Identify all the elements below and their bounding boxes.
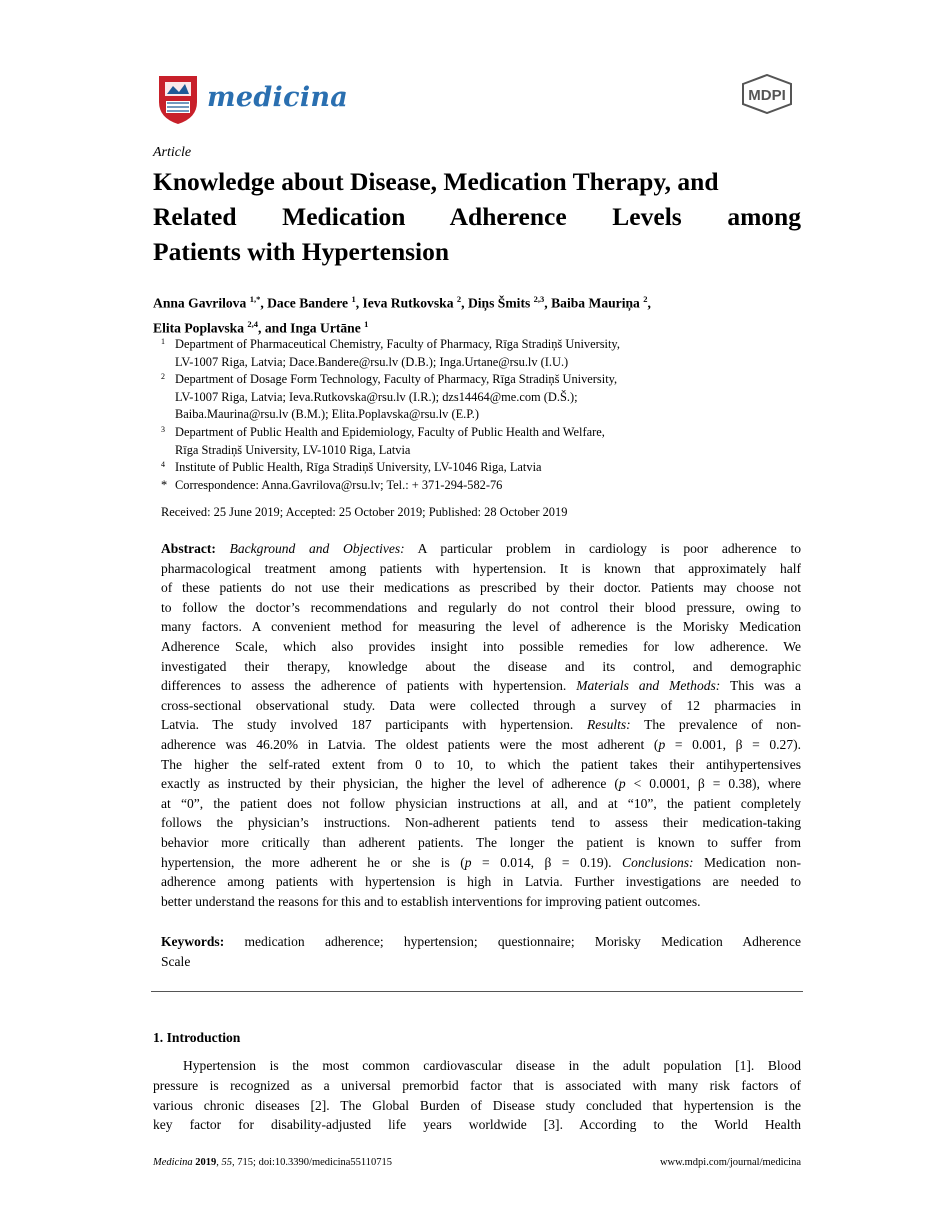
- abstract-text: = 0.014, β = 0.19).: [471, 854, 623, 870]
- abstract-line: [161, 539, 801, 559]
- affiliation-line: Correspondence: Anna.Gavrilova@rsu.lv; Tel.: + 371-294-582-76: [175, 477, 503, 492]
- abstract-line: [161, 578, 801, 598]
- abstract-subheading: p: [464, 854, 472, 870]
- author-name: Elita Poplavska: [153, 320, 248, 336]
- abstract-text: = 0.001, β = 0.27).: [665, 736, 801, 752]
- author-affiliation-mark: 2,4: [247, 318, 259, 329]
- abstract-line: [161, 813, 801, 833]
- author-line: [153, 289, 801, 314]
- affiliation-line: Institute of Public Health, Rīga Stradiņš University, LV-1046 Riga, Latvia: [175, 460, 542, 475]
- abstract-line: [161, 559, 801, 579]
- affiliation: [161, 477, 801, 495]
- paper-title: [153, 164, 801, 269]
- body-line: various chronic diseases [2]. The Global Burden of Disease study concluded that hypertension is the: [153, 1097, 801, 1113]
- affiliation-number: 4: [161, 460, 165, 470]
- affiliation-line: LV-1007 Riga, Latvia; Ieva.Rutkovska@rsu.lv (I.R.); dzs14464@me.com (D.Š.);: [175, 389, 578, 404]
- abstract-line: [161, 676, 801, 696]
- author-name: ,: [647, 295, 651, 311]
- abstract-text: behavior more critically than adherent patients. The longer the patient is known to suffer from: [161, 834, 801, 850]
- abstract-line: [161, 598, 801, 618]
- abstract-text: hypertension, the more adherent he or she is (: [161, 854, 465, 870]
- abstract-text: Latvia. The study involved 187 participants with hypertension.: [161, 717, 588, 733]
- affiliation: [161, 424, 801, 459]
- publisher-name: MDPI: [748, 87, 786, 104]
- affiliation-line: Department of Dosage Form Technology, Faculty of Pharmacy, Rīga Stradiņš University,: [175, 372, 618, 387]
- keywords-line: Scale: [161, 953, 191, 969]
- author-name: , Dace Bandere: [260, 295, 352, 311]
- abstract-line: [161, 735, 801, 755]
- title-line: Patients with Hypertension: [153, 237, 450, 266]
- footer-volume: 55: [221, 1157, 233, 1168]
- abstract-text: < 0.0001, β = 0.38), where: [625, 776, 801, 792]
- abstract-text: cross-sectional observational study. Data were collected through a survey of 12 pharmacies in: [161, 697, 801, 713]
- abstract-subheading: p: [618, 776, 626, 792]
- author-name: , Baiba Mauriņa: [544, 295, 644, 311]
- abstract-line: [161, 853, 801, 873]
- author-affiliation-mark: 1: [351, 294, 356, 304]
- abstract-text: exactly as instructed by their physician, the higher the level of adherence (: [161, 776, 619, 792]
- affiliation: [161, 336, 801, 371]
- journal-url[interactable]: www.mdpi.com/journal/medicina: [659, 1157, 801, 1168]
- author-affiliation-mark: 2,3: [533, 294, 545, 304]
- abstract-text: better understand the reasons for this and to establish interventions for improving patient outcomes.: [161, 893, 701, 909]
- author-affiliation-mark: 2: [643, 294, 648, 304]
- abstract-subheading: p: [658, 736, 666, 752]
- author-name: Anna Gavrilova: [153, 295, 250, 311]
- abstract-text: The prevalence of non-: [630, 717, 801, 733]
- affiliation: [161, 371, 801, 424]
- abstract-text: [216, 541, 230, 556]
- medicina-crest-icon: [157, 74, 199, 126]
- abstract-line: [161, 637, 801, 657]
- introduction-text: [153, 1056, 801, 1135]
- abstract-subheading: Materials and Methods:: [576, 678, 721, 694]
- abstract-text: This was a: [720, 678, 801, 694]
- section-heading: 1. Introduction: [153, 1030, 241, 1045]
- affiliation-line: Rīga Stradiņš University, LV-1010 Riga, Latvia: [175, 442, 411, 457]
- affiliation-line: Department of Pharmaceutical Chemistry, Faculty of Pharmacy, Rīga Stradiņš University,: [175, 337, 620, 351]
- abstract-line: [161, 872, 801, 892]
- body-line: Hypertension is the most common cardiovascular disease in the adult population [1]. Blood: [183, 1058, 801, 1073]
- title-line: Knowledge about Disease, Medication Therapy, and: [153, 167, 719, 196]
- affiliations: [161, 336, 801, 494]
- author-name: , and Inga Urtāne: [258, 320, 365, 336]
- abstract-line: [161, 617, 801, 637]
- abstract-line: [161, 715, 801, 735]
- section-divider: [151, 991, 803, 992]
- abstract-text: Adherence Scale, which also provides insight into possible remedies for low adherence. We: [161, 638, 801, 654]
- abstract-text: A particular problem in cardiology is poor adherence to: [404, 541, 801, 556]
- abstract-subheading: Conclusions:: [622, 854, 694, 870]
- abstract-text: follows the physician’s instructions. Non-adherent patients tend to assess their medication-taking: [161, 815, 801, 831]
- abstract-text: Medication non-: [693, 854, 801, 870]
- abstract-text: The higher the self-rated extent from 0 to 10, to which the patient takes their antihypertensives: [161, 756, 801, 772]
- abstract-line: [161, 794, 801, 814]
- abstract-text: differences to assess the adherence of patients with hypertension.: [161, 678, 577, 694]
- abstract-line: [161, 755, 801, 775]
- author-list: [153, 289, 801, 338]
- abstract-text: many factors. A convenient method for measuring the level of adherence is the Morisky Medication: [161, 619, 801, 635]
- footer-year: 2019: [195, 1157, 217, 1168]
- affiliation-number: 1: [161, 337, 165, 346]
- abstract-line: [161, 696, 801, 716]
- mdpi-logo-icon: [735, 74, 799, 114]
- publication-dates: Received: 25 June 2019; Accepted: 25 October 2019; Published: 28 October 2019: [161, 505, 568, 519]
- article-type: Article: [153, 145, 192, 160]
- keywords: [161, 932, 801, 971]
- keywords-text: medication adherence; hypertension; questionnaire; Morisky Medication Adherence: [224, 934, 801, 949]
- abstract-line: [161, 892, 801, 912]
- abstract-text: to follow the doctor’s recommendations and regularly do not control their blood pressure, owing to: [161, 599, 801, 615]
- author-affiliation-mark: 1: [364, 318, 369, 329]
- affiliation-number: *: [161, 477, 168, 492]
- body-line: pressure is recognized as a universal premorbid factor that is associated with many risk factors of: [153, 1077, 801, 1093]
- keywords-label: Keywords:: [161, 934, 225, 949]
- keywords-line: [161, 932, 801, 952]
- footer-doi: , 715; doi:10.3390/medicina55110715: [232, 1157, 393, 1168]
- author-affiliation-mark: 2: [456, 294, 462, 304]
- title-line: Related Medication Adherence Levels among: [153, 202, 801, 231]
- affiliation-line: LV-1007 Riga, Latvia; Dace.Bandere@rsu.lv (D.B.); Inga.Urtane@rsu.lv (I.U.): [175, 354, 569, 369]
- affiliation-line: Baiba.Maurina@rsu.lv (B.M.); Elita.Poplavska@rsu.lv (E.P.): [175, 407, 479, 422]
- author-name: , Diņs Šmits: [461, 295, 534, 311]
- footer-journal: Medicina: [153, 1157, 193, 1168]
- abstract-subheading: Results:: [587, 717, 631, 733]
- author-affiliation-mark: 1,*: [249, 294, 261, 304]
- abstract-text: investigated their therapy, knowledge about the disease and its control, and demographic: [161, 658, 801, 674]
- abstract-text: at “0”, the patient does not follow physician instructions at all, and at “10”, the patient completely: [161, 795, 801, 811]
- abstract-text: pharmacological treatment among patients with hypertension. It is known that approximately half: [161, 560, 801, 576]
- abstract: [161, 539, 801, 911]
- affiliation: [161, 459, 801, 477]
- author-line: [153, 314, 801, 339]
- journal-name: medicina: [207, 82, 349, 113]
- affiliation-number: 2: [161, 372, 165, 382]
- abstract-text: adherence was 46.20% in Latvia. The oldest patients were the most adherent (: [161, 736, 659, 752]
- abstract-line: [161, 657, 801, 677]
- affiliation-number: 3: [161, 424, 165, 434]
- abstract-label: Abstract:: [161, 541, 216, 556]
- abstract-subheading: Background and Objectives:: [229, 541, 405, 556]
- abstract-text: of these patients do not use their medications as prescribed by their doctor. Patients may choose not: [161, 580, 801, 596]
- abstract-line: [161, 833, 801, 853]
- abstract-text: adherence among patients with hypertension is high in Latvia. Further investigations are needed to: [161, 874, 801, 890]
- body-line: key factor for disability-adjusted life years worldwide [3]. According to the World Health: [153, 1117, 801, 1133]
- abstract-line: [161, 774, 801, 794]
- author-name: , Ieva Rutkovska: [355, 295, 457, 311]
- affiliation-line: Department of Public Health and Epidemiology, Faculty of Public Health and Welfare,: [175, 424, 605, 439]
- citation-footer: Medicina 2019, 55, 715; doi:10.3390/medicina55110715: [153, 1157, 393, 1168]
